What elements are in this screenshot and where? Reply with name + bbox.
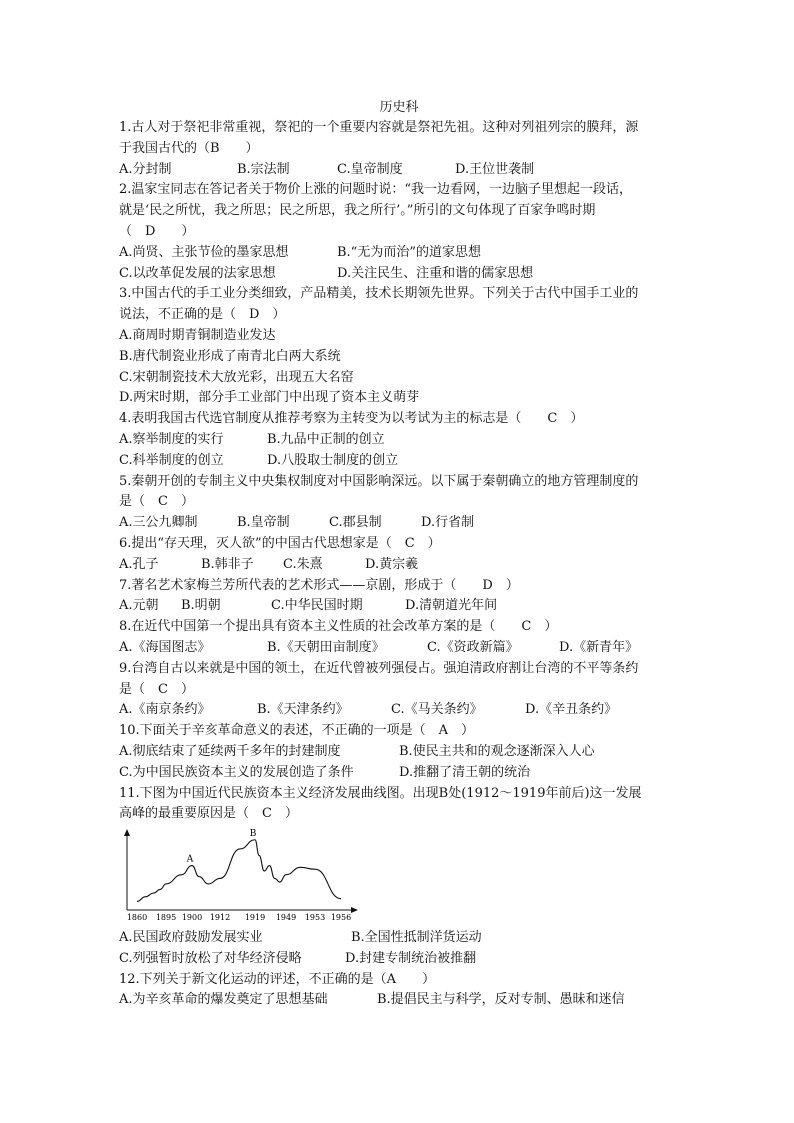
question-7-option: D.清朝道光年间 — [405, 598, 498, 614]
question-1-option: C.皇帝制度 — [337, 161, 403, 177]
question-2-option: C.以改革促发展的法家思想 — [119, 265, 276, 281]
question-8-option: C.《资政新篇》 — [427, 639, 519, 655]
question-3-stem-line: 说法，不正确的是（ D ） — [119, 307, 286, 323]
x-tick-label: 1912 — [209, 913, 231, 923]
question-3-options-row — [119, 388, 679, 409]
question-5-stem-line: 是（ C ） — [119, 494, 194, 510]
x-tick-label: 1949 — [275, 913, 297, 923]
question-1-option: B.宗法制 — [237, 161, 290, 177]
question-12-option: B.提倡民主与科学，反对专制、愚昧和迷信 — [377, 992, 625, 1008]
x-axis-arrow — [351, 907, 358, 913]
question-5-option: A.三公九卿制 — [119, 515, 198, 531]
y-axis-arrow — [124, 829, 130, 836]
question-8-stem-line: 8.在近代中国第一个提出具有资本主义性质的社会改革方案的是（ C ） — [119, 619, 558, 635]
question-10-option: B.使民主共和的观念逐渐深入人心 — [399, 743, 595, 759]
question-3-options-row — [119, 368, 679, 389]
question-11-stem-line: 11.下图为中国近代民族资本主义经济发展曲线图。出现B处(1912～1919年前后)这一发展 — [119, 785, 642, 801]
question-5-option: D.行省制 — [421, 515, 475, 531]
question-11-stem-line: 高峰的最重要原因是（ C ） — [119, 806, 298, 822]
peak-annotation: B — [249, 828, 257, 839]
question-10-stem-line: 10.下面关于辛亥革命意义的表述，不正确的一项是（ A ） — [119, 723, 475, 739]
question-3-options-row — [119, 347, 679, 368]
question-3-option: B.唐代制瓷业形成了南青北白两大系统 — [119, 348, 341, 364]
peak-annotation: A — [186, 854, 194, 865]
question-9-option: B.《天津条约》 — [257, 702, 349, 718]
question-10-option: D.推翻了清王朝的统治 — [399, 764, 531, 780]
question-12-options-row — [119, 990, 679, 1011]
question-9-options-row — [119, 700, 679, 721]
x-tick-label: 1919 — [244, 913, 266, 923]
question-5-option: C.郡县制 — [329, 515, 382, 531]
x-tick-label: 1895 — [155, 913, 177, 923]
question-11-options-row — [119, 928, 679, 949]
question-list — [119, 118, 679, 1011]
question-3-option: D.两宋时期，部分手工业部门中出现了资本主义萌芽 — [119, 390, 420, 406]
question-5-stem-line: 5.秦朝开创的专制主义中央集权制度对中国影响深远。以下属于秦朝确立的地方管理制度的 — [119, 473, 639, 489]
question-11-option: C.列强暂时放松了对华经济侵略 — [119, 950, 302, 966]
question-7-options-row — [119, 596, 679, 617]
question-2-stem-line: 2.温家宝同志在答记者关于物价上涨的问题时说：“我一边看网，一边脑子里想起一段话， — [119, 182, 633, 198]
question-2-stem-line: 就是‘民之所忧，我之所思；民之所思，我之所行’。”所引的文句体现了百家争鸣时期 — [119, 203, 596, 219]
question-4-options-row — [119, 451, 679, 472]
question-2-option: B.“无为而治”的道家思想 — [337, 244, 481, 260]
question-5-options-row — [119, 513, 679, 534]
question-4-option: C.科举制度的创立 — [119, 452, 224, 468]
question-2-option: D.关注民生、注重和谐的儒家思想 — [337, 265, 534, 281]
question-9-option: D.《辛丑条约》 — [525, 702, 618, 718]
question-4-option: B.九品中正制的创立 — [267, 431, 385, 447]
development-curve — [137, 840, 341, 902]
chart-svg — [119, 828, 359, 924]
question-4-option: D.八股取士制度的创立 — [267, 452, 399, 468]
question-11-option: D.封建专制统治被推翻 — [345, 950, 477, 966]
question-2-options-row — [119, 264, 679, 285]
question-3-stem-line: 3.中国古代的手工业分类细致，产品精美，技术长期领先世界。下列关于古代中国手工业的 — [119, 286, 639, 302]
question-10-options-row — [119, 763, 679, 784]
question-11-option: A.民国政府鼓励发展实业 — [119, 930, 263, 946]
page-title: 历史科 — [379, 100, 419, 115]
question-10-options-row — [119, 742, 679, 763]
question-8-option: D.《新青年》 — [559, 639, 639, 655]
question-3-options-row — [119, 326, 679, 347]
question-3-option: C.宋朝制瓷技术大放光彩，出现五大名窑 — [119, 369, 354, 385]
x-tick-label: 1956 — [330, 913, 352, 923]
question-10-option: A.彻底结束了延续两千多年的封建制度 — [119, 743, 341, 759]
question-1-stem-line: 1.古人对于祭祀非常重视，祭祀的一个重要内容就是祭祀先祖。这种对列祖列宗的膜拜，源 — [119, 120, 639, 135]
question-1-option: D.王位世袭制 — [455, 161, 535, 177]
question-2-stem-line: （ D ） — [119, 223, 195, 239]
question-6-stem-line: 6.提出“存天理，灭人欲”的中国古代思想家是（ C ） — [119, 535, 441, 551]
exam-page — [119, 98, 679, 1011]
question-6-options-row — [119, 555, 679, 576]
question-6-option: C.朱熹 — [283, 556, 323, 572]
question-4-options-row — [119, 430, 679, 451]
question-8-options-row — [119, 638, 679, 659]
question-7-option: B.明朝 — [181, 598, 221, 614]
question-6-option: D.黄宗羲 — [365, 556, 419, 572]
x-tick-label: 1953 — [304, 913, 326, 923]
x-tick-label: 1900 — [181, 913, 203, 923]
question-12-option: A.为辛亥革命的爆发奠定了思想基础 — [119, 992, 328, 1008]
question-1-options-row — [119, 160, 679, 181]
question-12-stem-line: 12.下列关于新文化运动的评述，不正确的是（A ） — [119, 971, 436, 987]
question-6-option: A.孔子 — [119, 556, 159, 572]
question-9-option: A.《南京条约》 — [119, 702, 211, 718]
question-5-option: B.皇帝制 — [237, 515, 290, 531]
x-tick-label: 1860 — [126, 913, 148, 923]
question-8-option: A.《海国图志》 — [119, 639, 211, 655]
question-7-option: C.中华民国时期 — [271, 598, 363, 614]
question-10-option: C.为中国民族资本主义的发展创造了条件 — [119, 764, 354, 780]
question-4-stem-line: 4.表明我国古代选官制度从推荐考察为主转变为以考试为主的标志是（ C ） — [119, 411, 584, 427]
question-3-option: A.商周时期青铜制造业发达 — [119, 327, 276, 343]
question-6-option: B.韩非子 — [201, 556, 254, 572]
question-7-option: A.元朝 — [119, 598, 159, 614]
question-8-option: B.《天朝田亩制度》 — [267, 639, 385, 655]
question-11-option: B.全国性抵制洋货运动 — [351, 930, 482, 946]
question-1-stem-line: 于我国古代的（B ） — [119, 140, 259, 156]
question-1-option: A.分封制 — [119, 161, 172, 177]
question-2-options-row — [119, 243, 679, 264]
question-4-option: A.察举制度的实行 — [119, 431, 224, 447]
question-7-stem-line: 7.著名艺术家梅兰芳所代表的艺术形式——京剧，形成于（ D ） — [119, 577, 519, 593]
question-9-stem-line: 9.台湾自古以来就是中国的领土，在近代曾被列强侵占。强迫清政府割让台湾的不平等条约 — [119, 660, 639, 676]
question-11-options-row — [119, 949, 679, 970]
question-9-option: C.《马关条约》 — [391, 702, 483, 718]
economy-curve-chart — [119, 828, 359, 924]
question-2-option: A.尚贤、主张节俭的墨家思想 — [119, 244, 289, 260]
question-9-stem-line: 是（ C ） — [119, 681, 194, 697]
